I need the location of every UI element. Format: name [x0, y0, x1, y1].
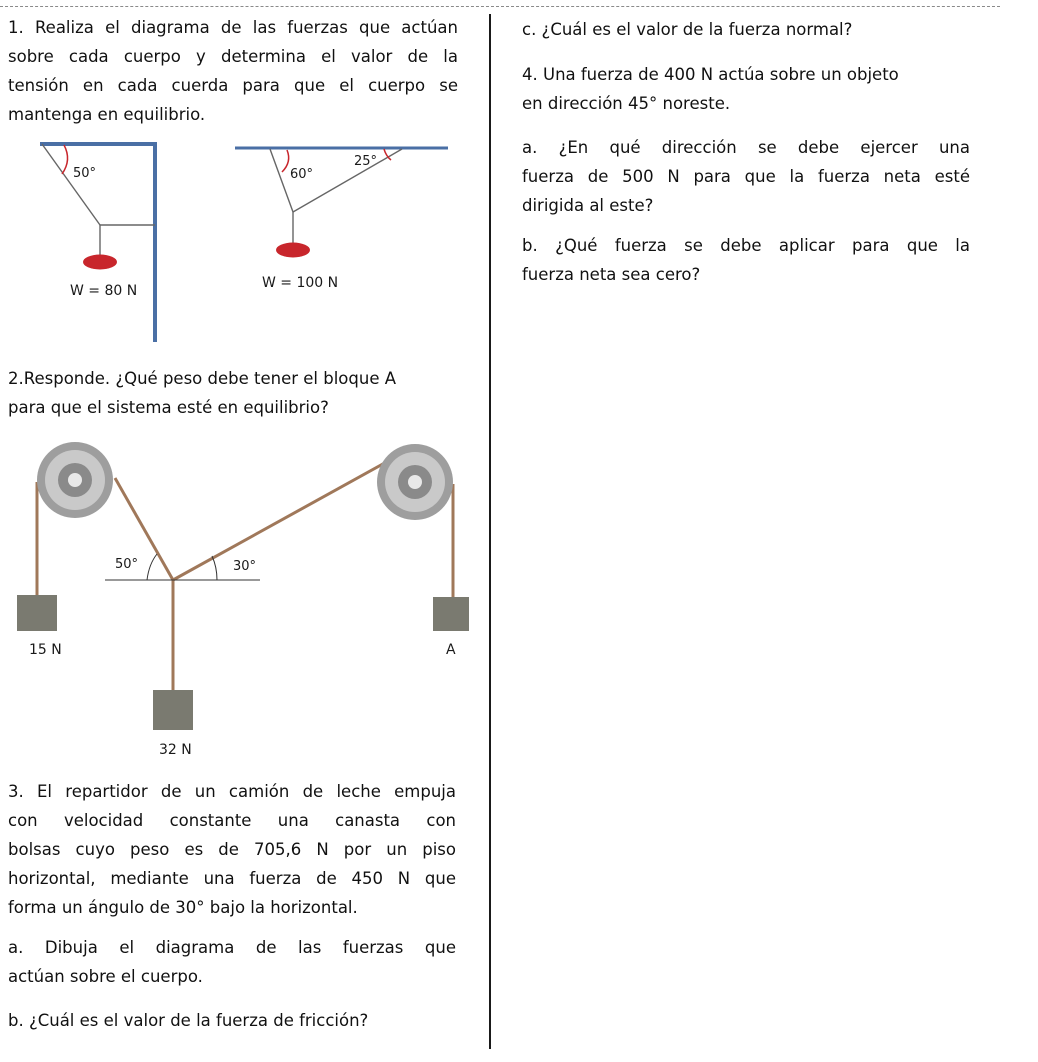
problem3-part-a [8, 933, 456, 991]
column-divider [489, 14, 491, 1049]
rope-right-inclined [173, 460, 390, 580]
problem3-line: con velocidad constante una canasta con [8, 811, 456, 830]
pulley-right [377, 444, 453, 520]
angle-right-label: 25° [354, 154, 378, 169]
problem3-part-c [522, 15, 1002, 44]
block-bottom [153, 690, 193, 730]
problem3-line: 3. El repartidor de un camión de leche empuja [8, 782, 456, 801]
angle-arc-left [147, 554, 157, 580]
problem3-line: horizontal, mediante una fuerza de 450 N que [8, 869, 456, 888]
angle-label: 50° [73, 166, 97, 181]
top-dashed-rule [0, 6, 1000, 7]
angle-right-label: 30° [233, 559, 257, 574]
problem4-part-b-line: fuerza neta sea cero? [522, 265, 701, 284]
problem4-part-a-line: a. ¿En qué dirección se debe ejercer una [522, 138, 970, 157]
problem1-line: tensión en cada cuerda para que el cuerpo se [8, 76, 458, 95]
problem3-statement [8, 777, 456, 922]
problem4-part-b-line: b. ¿Qué fuerza se debe aplicar para que la [522, 236, 970, 255]
problem2-statement [8, 364, 478, 422]
problem4-part-a-line: fuerza de 500 N para que la fuerza neta esté [522, 167, 970, 186]
problem2-line: para que el sistema esté en equilibrio? [8, 398, 329, 417]
problem4-part-a [522, 133, 970, 220]
problem4-part-b [522, 231, 970, 289]
angle-arc-left [282, 150, 289, 172]
problem4-line: en dirección 45° noreste. [522, 94, 731, 113]
hanging-weight [83, 255, 117, 270]
problem3-part-b-line: b. ¿Cuál es el valor de la fuerza de fricción? [8, 1011, 369, 1030]
angle-arc [62, 145, 68, 174]
part-c-line: c. ¿Cuál es el valor de la fuerza normal? [522, 20, 853, 39]
problem4-line: 4. Una fuerza de 400 N actúa sobre un objeto [522, 65, 899, 84]
problem3-part-b [8, 1006, 478, 1035]
problem1-line: sobre cada cuerpo y determina el valor de la [8, 47, 458, 66]
problem2-line: 2.Responde. ¿Qué peso debe tener el bloque A [8, 369, 397, 388]
problem1-line: mantenga en equilibrio. [8, 105, 206, 124]
weight-label: W = 100 N [262, 275, 339, 290]
problem1-line: 1. Realiza el diagrama de las fuerzas que actúan [8, 18, 458, 37]
problem4-statement [522, 60, 992, 118]
problem3-part-a-line: a. Dibuja el diagrama de las fuerzas que [8, 938, 456, 957]
rope-inclined [42, 144, 100, 225]
angle-left-label: 50° [115, 557, 139, 572]
problem1-figure-right [230, 130, 460, 290]
angle-left-label: 60° [290, 167, 314, 182]
problem4-part-a-line: dirigida al este? [522, 196, 654, 215]
problem3-line: forma un ángulo de 30° bajo la horizontal. [8, 898, 358, 917]
block-right [433, 597, 469, 631]
block-bottom-label: 32 N [159, 742, 192, 758]
hanging-weight [276, 243, 310, 258]
problem1-statement [8, 13, 458, 129]
problem3-part-a-line: actúan sobre el cuerpo. [8, 967, 203, 986]
block-right-label: A [446, 642, 456, 658]
problem2-figure [15, 440, 475, 770]
block-left [17, 595, 57, 631]
weight-label: W = 80 N [70, 283, 138, 299]
block-left-label: 15 N [29, 642, 62, 658]
pulley-left [37, 442, 113, 518]
problem3-line: bolsas cuyo peso es de 705,6 N por un piso [8, 840, 456, 859]
problem1-figure-left [0, 130, 200, 345]
